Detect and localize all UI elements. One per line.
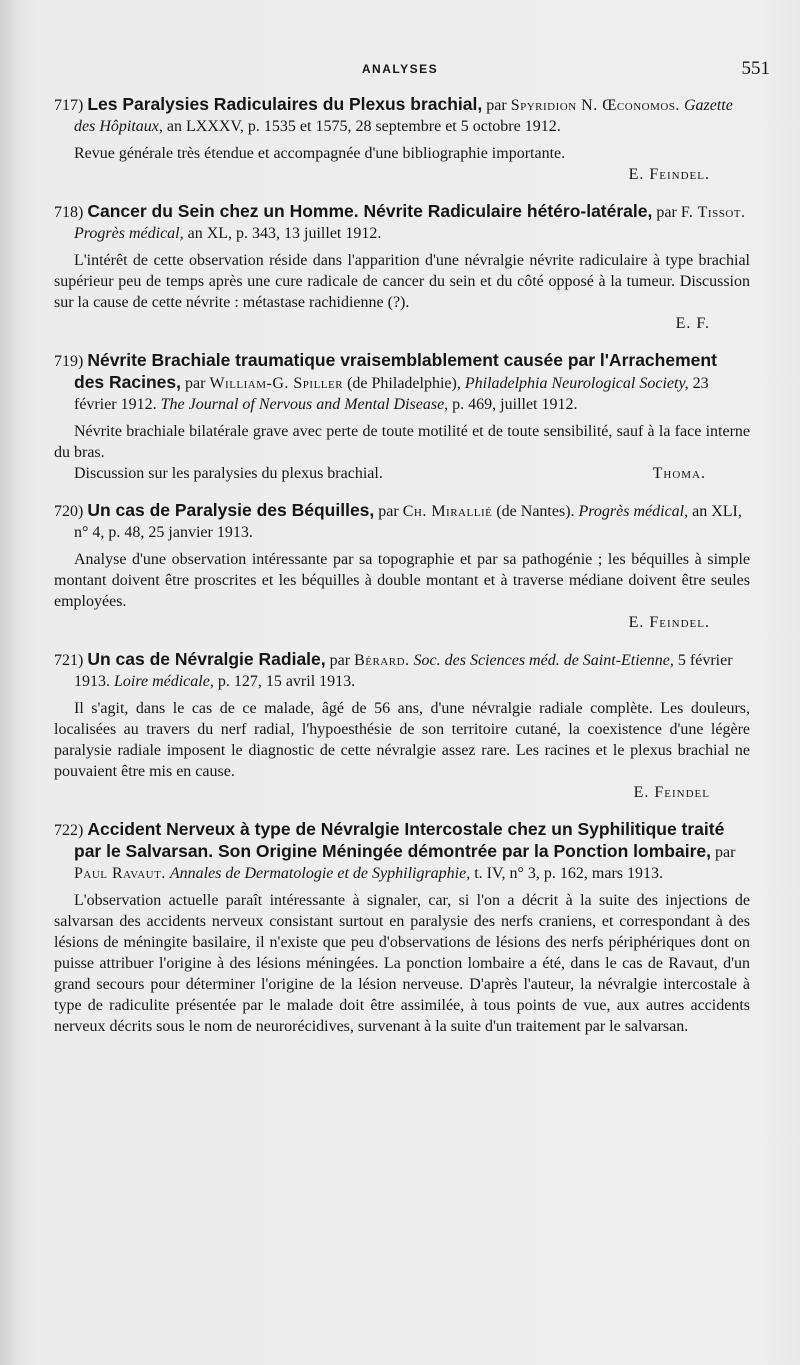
entry-signature: Thoma. bbox=[652, 465, 706, 482]
entry-number: 718) bbox=[54, 204, 84, 221]
entry-abstract: Analyse d'une observation intéressante par sa topographie et par sa pathogénie ; les béquilles à simple montant doivent être proscrites et les béquilles à double montant et à traverse médiane doivent être seules employées. bbox=[54, 551, 750, 610]
entry-heading bbox=[54, 201, 750, 244]
entry-affiliation: (de Philadelphie), bbox=[343, 375, 465, 392]
abstract-entry-718 bbox=[54, 201, 750, 334]
entry-reference: 23 février 1912. bbox=[74, 375, 709, 413]
entry-journal: Philadelphia Neurological Society, bbox=[464, 375, 689, 392]
entry-title: Un cas de Névralgie Radiale, bbox=[87, 649, 326, 669]
abstract-entry-721 bbox=[54, 649, 750, 803]
entry-number: 720) bbox=[54, 503, 84, 520]
by-word: par bbox=[652, 204, 681, 221]
entry-abstract: Revue générale très étendue et accompagnée d'une bibliographie importante. bbox=[74, 145, 566, 162]
entry-title: Un cas de Paralysie des Béquilles, bbox=[87, 500, 375, 520]
by-word: par bbox=[325, 652, 355, 669]
by-word: par bbox=[181, 375, 210, 392]
entry-heading bbox=[54, 350, 750, 415]
entry-affiliation: (de Nantes). bbox=[492, 503, 579, 520]
entry-number: 722) bbox=[54, 822, 84, 839]
entry-reference: an XLI, n° 4, p. 48, 25 janvier 1913. bbox=[74, 503, 742, 541]
entry-heading bbox=[54, 94, 750, 137]
by-word: par bbox=[374, 503, 403, 520]
entry-number: 717) bbox=[54, 97, 84, 114]
entry-journal: Annales de Dermatologie et de Syphiligraphie, bbox=[169, 865, 471, 882]
entry-reference-2: p. 469, juillet 1912. bbox=[448, 396, 578, 413]
entry-reference: an LXXXV, p. 1535 et 1575, 28 septembre et 5 octobre 1912. bbox=[162, 118, 561, 135]
entry-heading bbox=[54, 649, 750, 692]
running-head: ANALYSES bbox=[361, 62, 439, 76]
entry-heading bbox=[54, 500, 750, 543]
entry-journal: Progrès médical, bbox=[74, 225, 184, 242]
entry-number: 719) bbox=[54, 353, 84, 370]
entry-reference: an XL, p. 343, 13 juillet 1912. bbox=[183, 225, 382, 242]
entry-abstract: Il s'agit, dans le cas de ce malade, âgé de 56 ans, d'une névralgie radiale complète. Les douleurs, localisées au travers du nerf radial, l'hypoesthésie de son territoire cutané, la coexistence d'une légère paralysie radiale imposent le diagnostic de cette névralgie assez rare. Les racines et le plexus brachial ne pouvaient être mis en cause. bbox=[54, 700, 750, 780]
abstract-entry-720 bbox=[54, 500, 750, 633]
entry-journal: Progrès médical, bbox=[578, 503, 689, 520]
page-number: 551 bbox=[741, 58, 770, 79]
entry-author: Spyridion N. Œconomos. bbox=[510, 97, 680, 114]
entry-signature: E. F. bbox=[675, 315, 710, 332]
entry-title: Les Paralysies Radiculaires du Plexus brachial, bbox=[87, 94, 483, 114]
entry-signature: E. Feindel. bbox=[628, 614, 710, 631]
entry-author: Ch. Mirallié bbox=[402, 503, 493, 520]
entry-author: Bérard. bbox=[354, 652, 410, 669]
entry-reference: 5 février 1913. bbox=[74, 652, 733, 690]
entry-title: Cancer du Sein chez un Homme. Névrite Radiculaire hétéro-latérale, bbox=[87, 201, 653, 221]
abstract-entry-722 bbox=[54, 819, 750, 1037]
entry-reference-2: p. 127, 15 avril 1913. bbox=[213, 673, 356, 690]
entry-abstract-text: Discussion sur les paralysies du plexus brachial. bbox=[74, 465, 383, 482]
entry-title: Névrite Brachiale traumatique vraisemblablement causée par l'Arrachement des Racines, bbox=[74, 350, 717, 392]
entry-abstract: L'observation actuelle paraît intéressante à signaler, car, si l'on a décrit à la suite des injections de salvarsan des accidents nerveux consistant surtout en paralysie des nerfs craniens, et correspondant à des lésions de méningite basilaire, il n'existe que peu d'observations de lésions des nerfs périphériques dont on puisse attribuer l'origine à des lésions méningées. La ponction lombaire a été, dans le cas de Ravaut, d'un grand secours pour déterminer l'origine de la lésion nerveuse. D'après l'auteur, la névralgie intercostale à type de radiculite présentée par le malade doit être assimilée, à tous points de vue, aux autres accidents nerveux décrits sous le nom de neurorécidives, survenant à la suite d'un traitement par le salvarsan. bbox=[54, 892, 750, 1035]
entry-abstract-2 bbox=[54, 463, 750, 484]
entry-journal-2: The Journal of Nervous and Mental Disease, bbox=[160, 396, 449, 413]
entry-heading bbox=[54, 819, 750, 884]
entry-signature: E. Feindel. bbox=[628, 166, 710, 183]
by-word: par bbox=[482, 97, 511, 114]
entry-journal: Gazette des Hôpitaux, bbox=[74, 97, 733, 135]
by-word: par bbox=[710, 844, 736, 861]
page-header bbox=[0, 56, 800, 86]
abstract-entry-717 bbox=[54, 94, 750, 185]
entry-journal-2: Loire médicale, bbox=[114, 673, 214, 690]
entry-abstract: Névrite brachiale bilatérale grave avec perte de toute motilité et de toute sensibilité, sauf à la face interne du bras. bbox=[54, 423, 750, 461]
abstract-entry-719 bbox=[54, 350, 750, 484]
entry-signature: E. Feindel bbox=[633, 784, 710, 801]
entry-journal: Soc. des Sciences méd. de Saint-Etienne, bbox=[413, 652, 674, 669]
abstracts-list bbox=[54, 94, 750, 1053]
entry-number: 721) bbox=[54, 652, 84, 669]
entry-abstract: L'intérêt de cette observation réside dans l'apparition d'une névralgie névrite radiculaire à type brachial supérieur peu de temps après une cure radicale de cancer du sein et du côté opposé à la tumeur. Discussion sur la cause de cette névrite : métastase rachidienne (?). bbox=[54, 252, 750, 311]
entry-author: Paul Ravaut. bbox=[74, 865, 166, 882]
entry-author: William-G. Spiller bbox=[209, 375, 344, 392]
entry-author: F. Tissot. bbox=[680, 204, 746, 221]
entry-title: Accident Nerveux à type de Névralgie Intercostale chez un Syphilitique traité par le Salvarsan. Son Origine Méningée démontrée par la Ponction lombaire, bbox=[74, 819, 725, 861]
entry-reference: t. IV, n° 3, p. 162, mars 1913. bbox=[470, 865, 663, 882]
